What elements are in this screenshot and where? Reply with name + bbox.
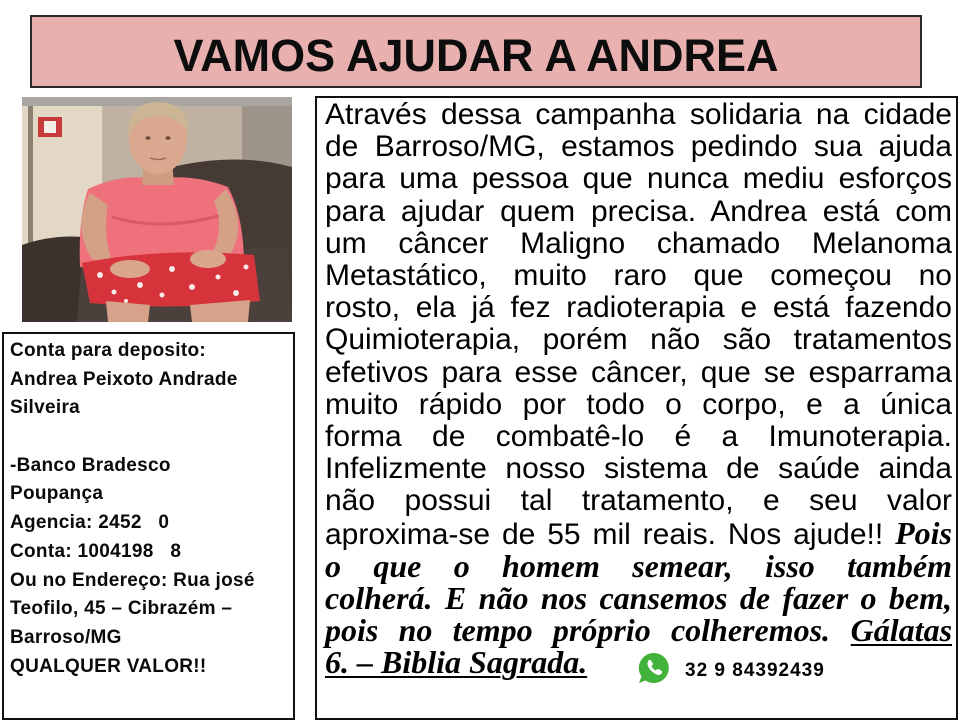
message-line (325, 292, 952, 324)
message-text: rosto, ela já fez radioterapia e está fazendo (325, 291, 952, 325)
verse-text: pois no tempo próprio colheremos. (325, 612, 831, 648)
message-text: forma de combatê-lo é a Imunoterapia. (325, 419, 952, 453)
verse-reference-source: 6. – Biblia Sagrada. (325, 644, 588, 681)
message-text: para uma pessoa que nunca mediu esforços (325, 162, 952, 196)
message-line (325, 260, 952, 292)
message-text: Metastático, muito raro que começou no (325, 258, 952, 292)
verse-text: Pois (895, 515, 952, 552)
title-banner (30, 15, 922, 88)
message-text: Através dessa campanha solidaria na cidade (325, 98, 952, 131)
message-text: não possui tal tratamento, e seu valor (325, 484, 952, 518)
verse-line (325, 547, 952, 584)
message-line (325, 131, 952, 163)
message-line (325, 357, 952, 389)
message-line (325, 453, 952, 485)
spacer (10, 423, 293, 452)
address-line: Barroso/MG (10, 626, 122, 648)
closing-call: QUALQUER VALOR!! (10, 655, 207, 677)
message-line (325, 389, 952, 421)
verse-line (325, 614, 952, 646)
message-text: aproxima-se de 55 mil reais. Nos ajude!! (325, 518, 884, 552)
photo-illustration (22, 97, 292, 322)
campaign-message-box (315, 96, 958, 720)
account-holder-line: Silveira (10, 397, 81, 419)
verse-text: colherá. E não nos cansemos de fazer o bem, (325, 579, 952, 616)
message-line (325, 515, 952, 552)
phone-number: 32 9 84392439 (685, 660, 825, 681)
message-text: efetivos para esse câncer, que se esparrama (325, 355, 952, 389)
account-number: Conta: 1004198 8 (10, 540, 182, 562)
deposit-info-box (2, 332, 295, 720)
message-line (325, 163, 952, 195)
whatsapp-icon (636, 650, 672, 686)
message-text: Infelizmente nosso sistema de saúde ainda (325, 452, 952, 486)
message-text: Quimioterapia, porém não são tratamentos (325, 323, 952, 357)
message-text: de Barroso/MG, estamos pedindo sua ajuda (325, 130, 952, 164)
message-line (325, 99, 952, 131)
message-text: um câncer Maligno chamado Melanoma (325, 226, 952, 260)
message-line (325, 196, 952, 228)
page-title: VAMOS AJUDAR A ANDREA (173, 30, 779, 81)
verse-text: o que o homem semear, isso também (325, 547, 952, 584)
message-line (325, 228, 952, 260)
message-line (325, 324, 952, 356)
agency-number: Agencia: 2452 0 (10, 512, 170, 534)
photo-andrea (22, 97, 292, 322)
address-line: Teofilo, 45 – Cibrazém – (10, 598, 233, 620)
campaign-text (325, 98, 953, 681)
message-text: muito rápido por todo o corpo, e a única (325, 387, 952, 421)
message-line (325, 485, 952, 517)
bank-name: -Banco Bradesco (10, 454, 171, 476)
address-line: Ou no Endereço: Rua josé (10, 569, 255, 591)
verse-line (325, 579, 952, 616)
account-holder-line: Andrea Peixoto Andrade (10, 368, 238, 390)
verse-reference-book: Gálatas (850, 612, 953, 648)
message-line (325, 421, 952, 453)
account-type: Poupança (10, 483, 104, 505)
message-text: para ajudar quem precisa. Andrea está com (325, 194, 952, 228)
deposit-heading: Conta para deposito: (10, 340, 207, 361)
